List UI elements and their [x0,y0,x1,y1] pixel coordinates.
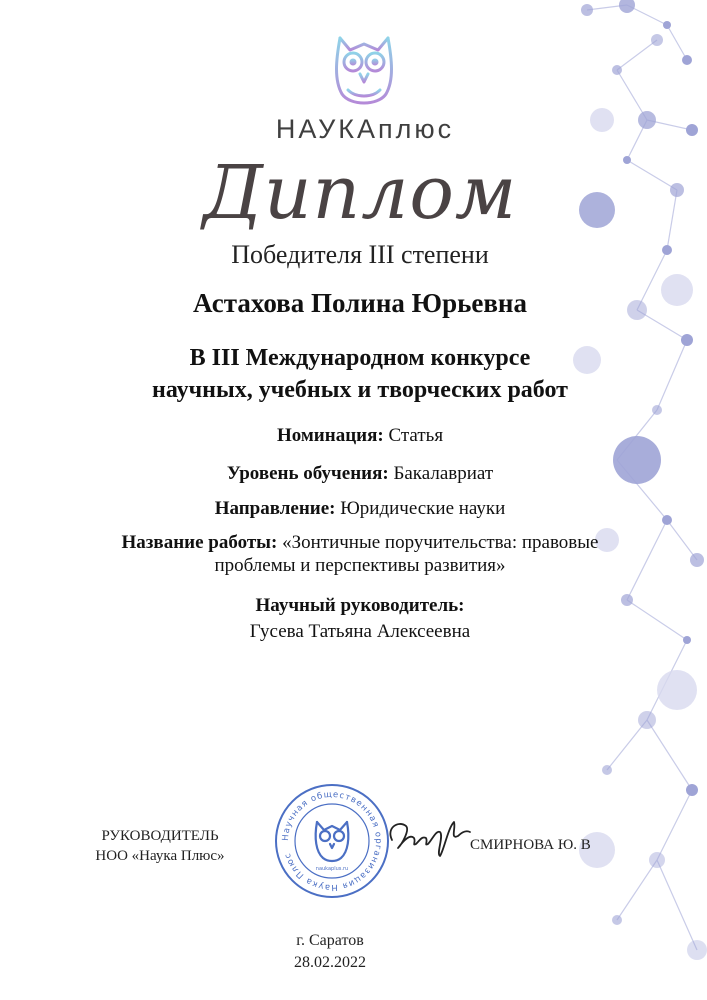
leader-line-1: РУКОВОДИТЕЛЬ [101,828,219,844]
direction-value: Юридические науки [340,498,506,519]
city: г. Саратов [296,932,364,949]
owl-logo-icon [326,30,402,112]
level-label: Уровень обучения: [226,463,389,484]
leader-line-2: НОО «Наука Плюс» [95,848,225,864]
work-label: Название работы: [121,532,278,553]
contest-title [80,342,640,406]
level-row [100,462,620,485]
leader-title [80,826,240,866]
organization-seal [273,782,391,900]
supervisor-name: Гусева Татьяна Алексеевна [249,621,471,642]
signer-name: СМИРНОВА Ю. В [470,837,591,853]
work-value-line-2: проблемы и перспективы развития» [214,555,506,576]
contest-line-1: В III Международном конкурсе [189,345,531,371]
diploma-title: Диплом [202,150,518,236]
brand-name: НАУКАплюс [275,114,455,144]
work-title-row [70,531,650,577]
level-value: Бакалавриат [393,463,494,484]
supervisor-label: Научный руководитель: [255,595,465,616]
winner-name: Астахова Полина Юрьевна [192,288,527,318]
place-date [260,930,400,974]
seal-ring-text: Научная общественная организация Наука Плюс [280,789,384,893]
date: 28.02.2022 [294,954,366,971]
direction-row [100,497,620,520]
contest-line-2: научных, учебных и творческих работ [152,377,568,403]
svg-text:Научная общественная организац [281,790,383,892]
seal-site: naukaplus.ru [315,866,349,872]
degree-text: Победителя III степени [231,240,489,269]
nomination-label: Номинация: [276,425,384,446]
nomination-value: Статья [388,425,444,446]
work-value-line-1: «Зонтичные поручительства: правовые [282,532,599,553]
direction-label: Направление: [214,498,336,519]
nomination-row [100,424,620,447]
signature-icon [384,810,474,860]
